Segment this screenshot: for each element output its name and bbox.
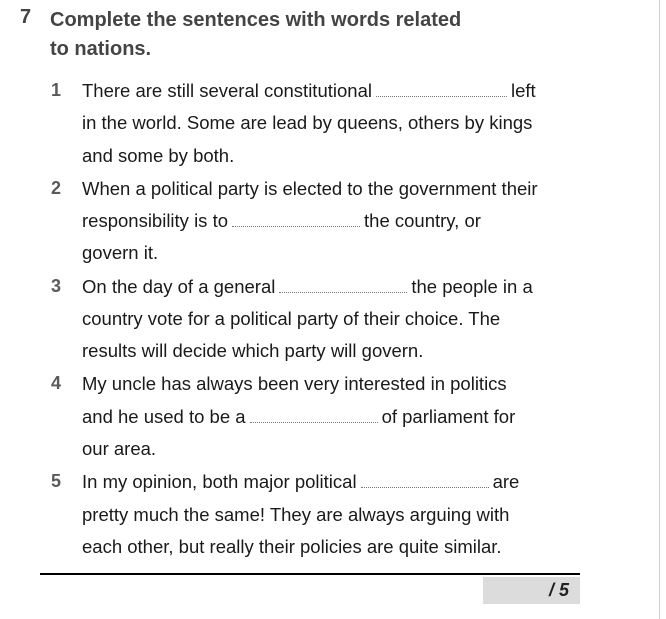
item-3-text-after-blank: the people in a <box>411 276 533 297</box>
item-1-line-1 <box>82 75 536 107</box>
item-4-line-2 <box>82 401 515 433</box>
exercise-number: 7 <box>20 6 32 28</box>
item-number-4: 4 <box>51 373 62 393</box>
page-edge-divider <box>659 0 660 619</box>
item-3-text-before-blank: On the day of a general <box>82 276 276 297</box>
exercise-title-line-1: Complete the sentences with words related <box>50 9 462 31</box>
score-box <box>483 577 580 604</box>
item-4-line-3: our area. <box>82 438 157 459</box>
item-2-text-before-blank: responsibility is to <box>82 210 229 231</box>
item-1-line-3: and some by both. <box>82 145 235 166</box>
item-2-line-1: When a political party is elected to the government their <box>82 178 538 199</box>
item-3-line-3: results will decide which party will govern. <box>82 340 424 361</box>
item-2-line-2 <box>82 205 481 237</box>
item-number-3: 3 <box>51 276 62 296</box>
bottom-rule <box>40 573 580 575</box>
item-1-text-before-blank: There are still several constitutional <box>82 80 372 101</box>
item-4-line-1: My uncle has always been very interested in politics <box>82 373 507 394</box>
item-4-text-after-blank: of parliament for <box>381 406 516 427</box>
exercise-title <box>50 6 570 64</box>
item-2-line-3: govern it. <box>82 242 159 263</box>
item-3-line-2: country vote for a political party of their choice. The <box>82 308 501 329</box>
item-4-answer-blank[interactable] <box>250 412 378 423</box>
item-1-line-2: in the world. Some are lead by queens, others by kings <box>82 112 533 133</box>
item-5-text-before-blank: In my opinion, both major political <box>82 471 357 492</box>
item-number-5: 5 <box>51 471 62 491</box>
item-number-2: 2 <box>51 178 62 198</box>
item-3-answer-blank[interactable] <box>279 282 407 293</box>
item-1-answer-blank[interactable] <box>376 86 507 97</box>
item-5-line-2: pretty much the same! They are always arguing with <box>82 504 510 525</box>
exercise-title-line-2: to nations. <box>50 38 152 60</box>
item-1-text-after-blank: left <box>510 80 536 101</box>
item-5-line-1 <box>82 466 519 498</box>
item-3-line-1 <box>82 271 533 303</box>
score-total: / 5 <box>548 580 569 600</box>
item-4-text-before-blank: and he used to be a <box>82 406 246 427</box>
item-5-line-3: each other, but really their policies are quite similar. <box>82 536 502 557</box>
item-2-text-after-blank: the country, or <box>364 210 481 231</box>
item-2-answer-blank[interactable] <box>232 216 360 227</box>
item-number-1: 1 <box>51 80 62 100</box>
item-5-text-after-blank: are <box>492 471 520 492</box>
item-5-answer-blank[interactable] <box>361 477 489 488</box>
